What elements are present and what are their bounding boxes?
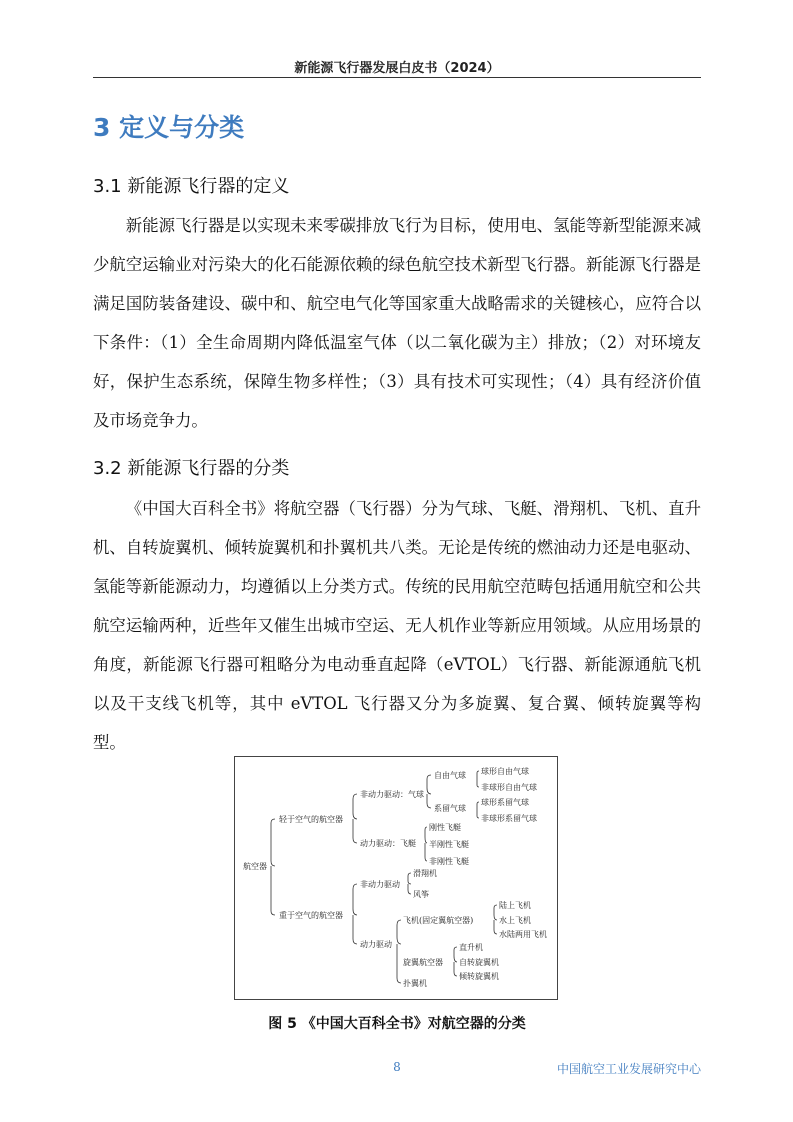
node-spherical-free-balloon: 球形自由气球	[481, 767, 529, 776]
node-semirigid-airship: 半刚性飞艇	[429, 840, 469, 849]
node-free-balloon: 自由气球	[434, 771, 466, 780]
node-amphibian: 水陆两用飞机	[499, 930, 547, 939]
node-kite: 风筝	[413, 890, 429, 899]
node-nonrigid-airship: 非刚性飞艇	[429, 857, 469, 866]
node-rotorcraft: 旋翼航空器	[403, 958, 443, 967]
subsection-title-definition: 3.1 新能源飞行器的定义	[93, 176, 290, 197]
node-tiltrotor: 倾转旋翼机	[459, 972, 499, 981]
subsection-title-classification: 3.2 新能源飞行器的分类	[93, 458, 290, 479]
node-glider: 滑翔机	[413, 869, 437, 878]
node-lighter-than-air: 轻于空气的航空器	[279, 815, 343, 824]
node-nonspherical-free-balloon: 非球形自由气球	[481, 783, 537, 792]
running-header: 新能源飞行器发展白皮书（2024）	[294, 61, 500, 76]
node-tethered-balloon: 系留气球	[434, 804, 466, 813]
classification-paragraph: 《中国大百科全书》将航空器（飞行器）分为气球、飞艇、滑翔机、飞机、直升机、自转旋翼机、倾转旋翼机和扑翼机共八类。无论是传统的燃油动力还是电驱动、氢能等新能源动力，均遵循以上分类方式。传统的民用航空范畴包括通用航空和公共航空运输两种，近些年又催生出城市空运、无人机作业等新应用领域。从应用场景的角度，新能源飞行器可粗略分为电动垂直起降（eVTOL）飞行器、新能源通航飞机以及干支线飞机等，其中 eVTOL 飞行器又分为多旋翼、复合翼、倾转旋翼等构型。	[93, 499, 701, 752]
node-rigid-airship: 刚性飞艇	[429, 823, 461, 832]
node-autogyro: 自转旋翼机	[459, 958, 499, 967]
node-nonspherical-tethered-balloon: 非球形系留气球	[481, 814, 537, 823]
figure-caption: 图 5 《中国大百科全书》对航空器的分类	[268, 1016, 526, 1032]
header-divider	[93, 77, 701, 78]
page-number: 8	[393, 1060, 401, 1074]
node-seaplane: 水上飞机	[499, 916, 531, 925]
node-nonpowered-balloon: 非动力驱动：气球	[360, 790, 424, 799]
section-title: 3 定义与分类	[93, 113, 245, 142]
node-ornithopter: 扑翼机	[403, 979, 427, 988]
footer-organization: 中国航空工业发展研究中心	[556, 1062, 701, 1076]
definition-paragraph: 新能源飞行器是以实现未来零碳排放飞行为目标，使用电、氢能等新型能源来减少航空运输业对污染大的化石能源依赖的绿色航空技术新型飞行器。新能源飞行器是满足国防装备建设、碳中和、航空电气化等国家重大战略需求的关键核心，应符合以下条件：（1）全生命周期内降低温室气体（以二氧化碳为主）排放；（2）对环境友好，保护生态系统，保障生物多样性；（3）具有技术可实现性；（4）具有经济价值及市场竞争力。	[93, 216, 701, 430]
node-nonpowered: 非动力驱动	[360, 880, 400, 889]
node-powered: 动力驱动	[360, 940, 392, 949]
node-powered-airship: 动力驱动：飞艇	[360, 839, 416, 848]
node-airplane: 飞机(固定翼航空器)	[403, 916, 474, 925]
aircraft-classification-diagram	[234, 756, 558, 1000]
node-helicopter: 直升机	[459, 943, 483, 952]
node-land-plane: 陆上飞机	[499, 901, 531, 910]
node-root: 航空器	[243, 862, 267, 871]
node-heavier-than-air: 重于空气的航空器	[279, 911, 343, 920]
node-spherical-tethered-balloon: 球形系留气球	[481, 798, 529, 807]
